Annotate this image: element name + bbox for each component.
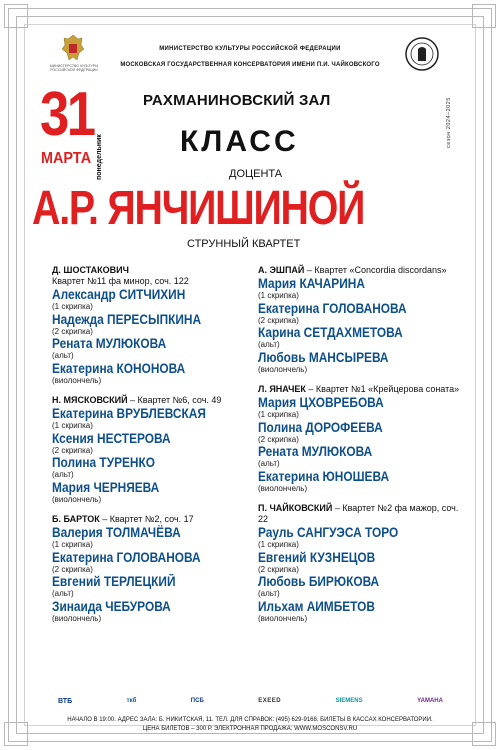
performer-name: Мария ЦХОВРЕБОВА bbox=[258, 395, 384, 410]
program-group bbox=[258, 503, 463, 623]
performer-role: (виолончель) bbox=[52, 613, 102, 623]
performer-role: (1 скрипка) bbox=[258, 410, 299, 419]
performer bbox=[52, 526, 257, 550]
performer-name: Евгений КУЗНЕЦОВ bbox=[258, 549, 376, 565]
composer-name: Л. ЯНАЧЕК bbox=[258, 384, 306, 394]
program-left-column bbox=[52, 265, 257, 633]
piece-title: – Квартет №6, соч. 49 bbox=[127, 395, 222, 405]
performer-role: (виолончель) bbox=[258, 364, 308, 374]
ministry-emblem-icon bbox=[60, 33, 86, 63]
performer-name: Любовь БИРЮКОВА bbox=[258, 574, 380, 589]
sponsor-logo-siemens: SIEMENS bbox=[335, 698, 363, 704]
program-group bbox=[258, 265, 463, 374]
performer bbox=[52, 481, 257, 505]
piece-title: Квартет №11 фа минор, соч. 122 bbox=[52, 276, 189, 286]
performer-name: Мария КАЧАРИНА bbox=[258, 276, 365, 291]
program-header bbox=[258, 384, 463, 395]
performer bbox=[258, 551, 463, 575]
piece-title: – Квартет №2, соч. 17 bbox=[99, 514, 194, 524]
performer bbox=[258, 277, 463, 301]
performer-name: Екатерина ВРУБЛЕВСКАЯ bbox=[52, 406, 206, 421]
composer-name: Н. МЯСКОВСКИЙ bbox=[52, 395, 128, 405]
performer bbox=[52, 575, 257, 599]
program-group bbox=[258, 384, 463, 493]
performer-role: (альт) bbox=[52, 470, 74, 479]
footer-tickets: ЦЕНА БИЛЕТОВ – 300 Р. ЭЛЕКТРОННАЯ ПРОДАЖА: WWW.MOSCONSV.RU bbox=[142, 726, 358, 732]
performer-role: (2 скрипка) bbox=[52, 564, 93, 574]
corner-ornament-tl bbox=[4, 4, 28, 28]
class-label: КЛАСС bbox=[180, 125, 299, 158]
performer-name: Мария ЧЕРНЯЕВА bbox=[52, 479, 160, 495]
performer-name: Зинаида ЧЕБУРОВА bbox=[52, 598, 171, 614]
performer-role: (альт) bbox=[258, 589, 280, 598]
performer-name: Екатерина ГОЛОВАНОВА bbox=[258, 300, 407, 316]
performer bbox=[52, 288, 257, 312]
ministry-title: МИНИСТЕРСТВО КУЛЬТУРЫ РОССИЙСКОЙ ФЕДЕРАЦИИ bbox=[159, 46, 341, 52]
performer bbox=[52, 456, 257, 480]
sponsor-logo-vtb: ВТБ bbox=[58, 697, 73, 705]
performer bbox=[52, 600, 257, 624]
performer bbox=[52, 407, 257, 431]
performer bbox=[52, 432, 257, 456]
performer-role: (альт) bbox=[258, 340, 280, 349]
corner-ornament-tr bbox=[472, 4, 496, 28]
performer-name: Валерия ТОЛМАЧЁВА bbox=[52, 525, 181, 540]
performer-name: Рауль САНГУЭСА ТОРО bbox=[258, 525, 399, 540]
performer-name: Александр СИТЧИХИН bbox=[52, 287, 186, 302]
piece-title: – Квартет №2 фа мажор, соч. 22 bbox=[258, 503, 459, 524]
performer-role: (2 скрипка) bbox=[258, 434, 299, 444]
performer-role: (виолончель) bbox=[258, 613, 308, 623]
performer bbox=[258, 326, 463, 350]
footer-info: НАЧАЛО В 19:00. АДРЕС ЗАЛА: Б. НИКИТСКАЯ, 11. ТЕЛ. ДЛЯ СПРАВОК: (495) 629-9168. БИЛЕТЫ В КАССАХ КОНСЕРВАТОРИИ. bbox=[67, 717, 433, 723]
program-header bbox=[52, 265, 257, 287]
performer-name: Надежда ПЕРЕСЫПКИНА bbox=[52, 311, 202, 327]
performer bbox=[258, 396, 463, 420]
program-group bbox=[52, 265, 257, 385]
season-label: сезон 2024–2025 bbox=[446, 97, 452, 148]
performer bbox=[258, 421, 463, 445]
program-header bbox=[258, 265, 463, 276]
composer-name: П. ЧАЙКОВСКИЙ bbox=[258, 503, 333, 513]
performer bbox=[258, 302, 463, 326]
performer bbox=[52, 337, 257, 361]
conservatory-title: МОСКОВСКАЯ ГОСУДАРСТВЕННАЯ КОНСЕРВАТОРИЯ ИМЕНИ П.И. ЧАЙКОВСКОГО bbox=[120, 62, 380, 68]
date-weekday: понедельник bbox=[96, 134, 103, 180]
performer bbox=[258, 445, 463, 469]
performer-name: Евгений ТЕРЛЕЦКИЙ bbox=[52, 574, 176, 589]
program-right-column bbox=[258, 265, 463, 633]
date-month: МАРТА bbox=[41, 150, 92, 167]
date-day: 31 bbox=[40, 80, 94, 149]
performer-role: (2 скрипка) bbox=[258, 564, 299, 574]
performer-role: (1 скрипка) bbox=[52, 540, 93, 549]
performer-role: (альт) bbox=[52, 589, 74, 598]
piece-title: – Квартет «Concordia discordans» bbox=[304, 265, 447, 275]
performer-name: Ильхам АИМБЕТОВ bbox=[258, 598, 375, 614]
performer-role: (1 скрипка) bbox=[52, 421, 93, 430]
performer-name: Ксения НЕСТЕРОВА bbox=[52, 430, 171, 446]
performer bbox=[52, 313, 257, 337]
performer-name: Карина СЕТДАХМЕТОВА bbox=[258, 325, 403, 340]
teacher-name: А.Р. ЯНЧИШИНОЙ bbox=[32, 182, 365, 235]
sponsor-logo-tkb: ткб bbox=[126, 698, 137, 704]
performer-role: (альт) bbox=[52, 351, 74, 360]
performer-name: Екатерина ЮНОШЕВА bbox=[258, 468, 390, 484]
conservatory-seal-icon bbox=[405, 37, 439, 71]
performer-name: Полина ТУРЕНКО bbox=[52, 455, 156, 470]
performer-role: (виолончель) bbox=[258, 483, 308, 493]
performer-name: Рената МУЛЮКОВА bbox=[52, 336, 167, 351]
performer bbox=[258, 600, 463, 624]
piece-title: – Квартет №1 «Крейцерова соната» bbox=[305, 384, 460, 394]
program-header bbox=[52, 514, 257, 525]
program-group bbox=[52, 395, 257, 504]
performer bbox=[258, 351, 463, 375]
hall-title: РАХМАНИНОВСКИЙ ЗАЛ bbox=[143, 92, 331, 109]
performer-role: (виолончель) bbox=[52, 494, 102, 504]
emblem-caption: МИНИСТЕРСТВО КУЛЬТУРЫ РОССИЙСКОЙ ФЕДЕРАЦИИ bbox=[49, 64, 99, 72]
composer-name: Д. ШОСТАКОВИЧ bbox=[52, 265, 129, 275]
performer-role: (1 скрипка) bbox=[52, 302, 93, 311]
program-header bbox=[52, 395, 257, 406]
composer-name: А. ЭШПАЙ bbox=[258, 265, 305, 275]
performer-role: (1 скрипка) bbox=[258, 291, 299, 300]
docent-label: ДОЦЕНТА bbox=[229, 168, 283, 180]
performer-name: Рената МУЛЮКОВА bbox=[258, 444, 373, 459]
sponsors-row bbox=[58, 694, 443, 708]
performer-name: Любовь МАНСЫРЕВА bbox=[258, 349, 389, 365]
performer bbox=[52, 362, 257, 386]
performer-name: Полина ДОРОФЕЕВА bbox=[258, 419, 383, 435]
sponsor-logo-psb: ПСБ bbox=[190, 698, 204, 704]
performer-role: (1 скрипка) bbox=[258, 540, 299, 549]
performer-name: Екатерина ГОЛОВАНОВА bbox=[52, 549, 201, 565]
program-group bbox=[52, 514, 257, 623]
sponsor-logo-yamaha: YAMAHA bbox=[417, 698, 443, 704]
performer-role: (2 скрипка) bbox=[52, 326, 93, 336]
performer-role: (2 скрипка) bbox=[52, 445, 93, 455]
performer-role: (2 скрипка) bbox=[258, 315, 299, 325]
performer-name: Екатерина КОНОНОВА bbox=[52, 360, 186, 376]
composer-name: Б. БАРТОК bbox=[52, 514, 100, 524]
ensemble-label: СТРУННЫЙ КВАРТЕТ bbox=[187, 238, 301, 250]
performer bbox=[258, 470, 463, 494]
performer-role: (альт) bbox=[258, 459, 280, 468]
performer bbox=[52, 551, 257, 575]
performer-role: (виолончель) bbox=[52, 375, 102, 385]
sponsor-logo-exeed: EXEED bbox=[258, 698, 282, 704]
program-header bbox=[258, 503, 463, 525]
performer bbox=[258, 526, 463, 550]
performer bbox=[258, 575, 463, 599]
